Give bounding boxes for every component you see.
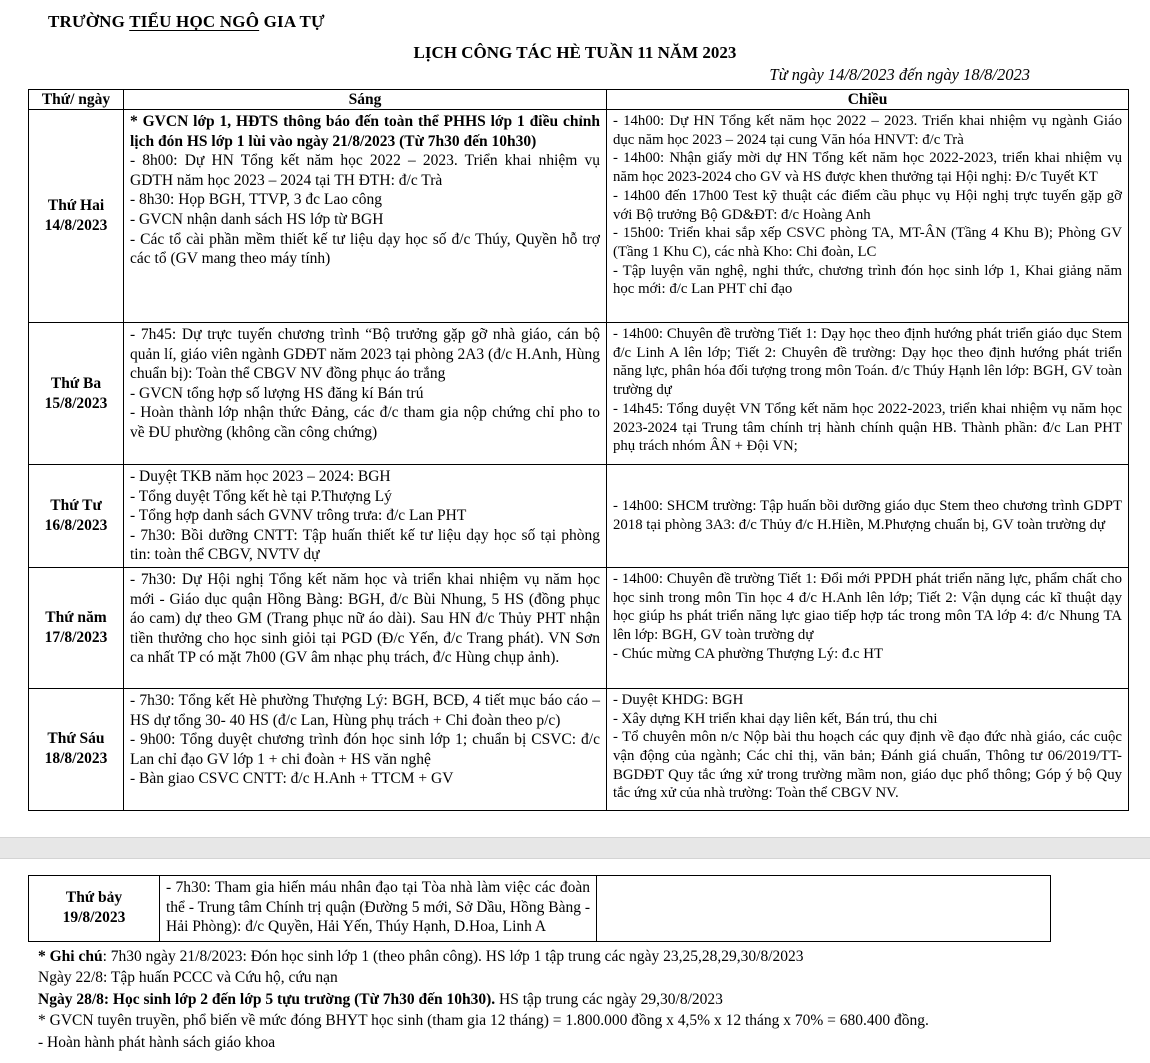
day-label: Thứ Sáu [47, 730, 105, 748]
schedule-paragraph: - Bàn giao CSVC CNTT: đ/c H.Anh + TTCM + GV [130, 770, 454, 788]
schedule-paragraph: - 14h45: Tổng duyệt VN Tổng kết năm học 2022-2023, triển khai nhiệm vụ năm học 2023-2024 tại Trung tâm chính trị hành chính quận HB. Thành phần: đ/c Lan PHT phụ trách nhóm ÂN + Đội VN; [613, 400, 1122, 455]
day-cell [29, 567, 124, 688]
page-title: LỊCH CÔNG TÁC HÈ TUẦN 11 NĂM 2023 [413, 43, 737, 62]
school-name [48, 12, 1150, 32]
schedule-paragraph: - Các tổ cài phần mềm thiết kế tư liệu dạy học số đ/c Thúy, Quyền hỗ trợ các tổ (GV mang theo máy tính) [130, 230, 600, 268]
schedule-paragraph: - Tập luyện văn nghệ, nghi thức, chương trình đón học sinh lớp 1, Khai giảng năm học mới: đ/c Lan PHT chỉ đạo [613, 262, 1122, 298]
note-segment: Ngày 28/8: Học sinh lớp 2 đến lớp 5 tựu trường (Từ 7h30 đến 10h30). [38, 990, 496, 1008]
schedule-paragraph: - 8h00: Dự HN Tổng kết năm học 2022 – 2023. Triển khai nhiệm vụ GDTH năm học 2023 – 2024 tại TH ĐTH: đ/c Trà [130, 152, 600, 189]
day-cell [29, 465, 124, 568]
schedule-paragraph: - 7h30: Bồi dưỡng CNTT: Tập huấn thiết kế tư liệu dạy học số tại phòng tin: toàn thể CBGV, NVTV dự [130, 526, 600, 564]
school-name-underlined: TIỂU HỌC NGÔ [129, 12, 260, 31]
schedule-paragraph: - Tổ chuyên môn n/c Nộp bài thu hoạch các quy định về đạo đức nhà giáo, các cuộc vận động của ngành; Các chỉ thị, văn bản; Đánh giá chuẩn, Thông tư 06/2019/TT-BGDĐT Quy tắc ứng xử trong trường mầm non, giáo dục phổ thông; Góp ý bộ Quy tắc ứng xử của nhà trường: Toàn thể CBGV NV. [613, 729, 1122, 802]
morning-cell [124, 688, 607, 810]
afternoon-cell [597, 875, 1051, 941]
schedule-row [29, 567, 1129, 688]
saturday-table [28, 875, 1051, 942]
schedule-row [29, 110, 1129, 323]
schedule-paragraph: - Hoàn thành lớp nhận thức Đảng, các đ/c tham gia nộp chứng chỉ pho to về ĐU phường (không cần công chứng) [130, 404, 600, 441]
day-label: Thứ Hai [47, 197, 105, 214]
day-label: Thứ Tư [50, 496, 102, 514]
afternoon-cell [607, 688, 1129, 810]
schedule-paragraph: - 8h30: Họp BGH, TTVP, 3 đc Lao công [130, 191, 382, 209]
morning-cell [124, 110, 607, 323]
day-cell [29, 323, 124, 465]
schedule-paragraph: - 15h00: Triển khai sắp xếp CSVC phòng TA, MT-ÂN (Tầng 4 Khu B); Phòng GV (Tầng 1 Khu C), các nhà Kho: Chi đoàn, LC [613, 225, 1122, 260]
schedule-paragraph: * GVCN lớp 1, HĐTS thông báo đến toàn thể PHHS lớp 1 điều chỉnh lịch đón HS lớp 1 lùi vào ngày 21/8/2023 (Từ 7h30 đến 10h30) [130, 113, 600, 150]
schedule-paragraph: - GVCN nhận danh sách HS lớp từ BGH [130, 210, 384, 228]
col-morning-header: Sáng [124, 90, 607, 110]
date-label: 16/8/2023 [44, 516, 108, 534]
schedule-paragraph: - 14h00: Nhận giấy mời dự HN Tổng kết năm học 2022-2023, triển khai nhiệm vụ năm học 2023-2024 cho GV và HS được khen thưởng tại Hội nghị: Đ/c Tuyết KT [613, 150, 1122, 186]
schedule-paragraph: - Duyệt KHDG: BGH [613, 691, 744, 708]
afternoon-cell [607, 567, 1129, 688]
day-cell [29, 110, 124, 323]
day-label: Thứ năm [45, 608, 107, 626]
schedule-paragraph: - GVCN tổng hợp số lượng HS đăng kí Bán trú [130, 384, 424, 402]
day-cell [29, 875, 160, 941]
schedule-paragraph: - 14h00: Dự HN Tổng kết năm học 2022 – 2023. Triển khai nhiệm vụ ngành Giáo dục năm học 2023 – 2024 tại cung Văn hóa HNVT: đ/c Trà [613, 113, 1122, 148]
school-name-suffix: GIA TỰ [259, 12, 325, 31]
date-label: 14/8/2023 [44, 217, 108, 234]
schedule-paragraph: - 14h00: Chuyên đề trường Tiết 1: Dạy học theo định hướng phát triển giáo dục Stem đ/c Linh A lên lớp; Tiết 2: Chuyên đề trường: Dạy học theo định hướng phát triển năng lực, phân hóa đối tượng trong môn Toán. đ/c Thúy Hạnh lên lớp: BGH, GV toàn trường dự [613, 326, 1122, 399]
schedule-header-row [29, 90, 1129, 110]
note-line [38, 946, 1150, 968]
afternoon-cell [607, 465, 1129, 568]
schedule-row [29, 465, 1129, 568]
date-label: 18/8/2023 [44, 750, 108, 768]
schedule-paragraph: - 7h30: Tham gia hiến máu nhân đạo tại Tòa nhà làm việc các đoàn thể - Trung tâm Chính trị quận (Đường 5 mới, Sở Dầu, Hồng Bàng - Hải Phòng): đ/c Quyền, Hải Yến, Thúy Hạnh, D.Hoa, Linh A [166, 878, 590, 936]
note-segment: : 7h30 ngày 21/8/2023: Đón học sinh lớp 1 (theo phân công). HS lớp 1 tập trung các ngày 23,25,28,29,30/8/2023 [102, 947, 804, 965]
morning-cell [160, 875, 597, 941]
schedule-paragraph: - 14h00 đến 17h00 Test kỹ thuật các điểm cầu phục vụ Hội nghị trực tuyến gặp gỡ với Bộ trưởng Bộ GD&ĐT: đ/c Hoàng Anh [613, 187, 1122, 223]
day-label: Thứ Ba [50, 374, 102, 392]
date-label: 17/8/2023 [44, 628, 108, 646]
schedule-table [28, 89, 1129, 811]
date-label: 15/8/2023 [44, 394, 108, 412]
note-segment: Ngày 22/8: Tập huấn PCCC và Cứu hộ, cứu nạn [38, 969, 338, 987]
col-day-header: Thứ/ ngày [29, 90, 124, 110]
schedule-paragraph: - 9h00: Tổng duyệt chương trình đón học sinh lớp 1; chuẩn bị CSVC: đ/c Lan chỉ đạo GV lớp 1 + chi đoàn + HS văn nghệ [130, 731, 600, 768]
morning-cell [124, 465, 607, 568]
notes [38, 946, 1150, 1054]
schedule-paragraph: - 7h30: Tổng kết Hè phường Thượng Lý: BGH, BCĐ, 4 tiết mục báo cáo – HS dự tổng 30- 40 HS (đ/c Lan, Hùng phụ trách + Chi đoàn theo p/c) [130, 691, 600, 729]
schedule-paragraph: - Duyệt TKB năm học 2023 – 2024: BGH [130, 468, 391, 485]
col-afternoon-header: Chiều [607, 90, 1129, 110]
morning-cell [124, 567, 607, 688]
day-cell [29, 688, 124, 810]
schedule-paragraph: - Tổng duyệt Tổng kết hè tại P.Thượng Lý [130, 487, 392, 505]
day-label: Thứ bảy [65, 889, 123, 907]
date-range-subtitle: Từ ngày 14/8/2023 đến ngày 18/8/2023 [769, 65, 1030, 84]
note-line [38, 989, 1150, 1011]
document-page [0, 12, 1150, 1053]
schedule-paragraph: - 7h30: Dự Hội nghị Tổng kết năm học và triển khai nhiệm vụ năm học mới - Giáo dục quận Hồng Bàng: BGH, đ/c Bùi Nhung, 5 HS (đồng phục áo cam) dự theo GM (Trang phục nữ áo dài). Sau HN đ/c Thủy PHT nhận tiền thưởng cho học sinh giỏi tại PGD (Đ/c Yến, đ/c Trang phát). VN Sơn ca nhất TP có mặt 7h00 (GV âm nhạc phụ trách, đ/c Hùng chụp ảnh). [130, 570, 600, 667]
schedule-row [29, 875, 1051, 941]
afternoon-cell [607, 110, 1129, 323]
schedule-row [29, 323, 1129, 465]
morning-cell [124, 323, 607, 465]
afternoon-cell [607, 323, 1129, 465]
note-line [38, 967, 1150, 989]
note-line [38, 1010, 1150, 1032]
schedule-paragraph: - 14h00: Chuyên đề trường Tiết 1: Đổi mới PPDH phát triển năng lực, phẩm chất cho học sinh trong môn Tin học 4 đ/c H.Anh lên lớp; Tiết 2: Vận dụng các kĩ thuật dạy học giúp hs phát triển năng lực giao tiếp hợp tác trong môn TA lớp 4: đ/c Nhung TA lên lớp: BGH, GV toàn trường dự [613, 570, 1122, 644]
date-label: 19/8/2023 [62, 909, 126, 927]
schedule-row [29, 688, 1129, 810]
school-name-prefix: TRƯỜNG [48, 12, 130, 31]
note-segment: * GVCN tuyên truyền, phổ biến về mức đóng BHYT học sinh (tham gia 12 tháng) = 1.800.000 đồng x 4,5% x 12 tháng x 70% = 680.400 đồng. [38, 1012, 929, 1030]
schedule-paragraph: - Chúc mừng CA phường Thượng Lý: đ.c HT [613, 645, 884, 662]
schedule-paragraph: - 7h45: Dự trực tuyến chương trình “Bộ trưởng gặp gỡ nhà giáo, cán bộ quản lí, giáo viên ngành GDĐT năm 2023 tại phòng 2A3 (đ/c H.Anh, Hùng chuẩn bị): Toàn thể CBGV NV đồng phục áo trắng [130, 326, 600, 383]
note-segment: - Hoàn hành phát hành sách giáo khoa [38, 1033, 276, 1051]
page-break-band [0, 837, 1150, 859]
schedule-paragraph: - Xây dựng KH triển khai dạy liên kết, Bán trú, thu chi [613, 710, 938, 727]
note-segment: * Ghi chú [38, 947, 103, 965]
schedule-paragraph: - 14h00: SHCM trường: Tập huấn bồi dưỡng giáo dục Stem theo chương trình GDPT 2018 tại phòng 3A3: đ/c Thủy đ/c H.Hiền, M.Phượng chuẩn bị, GV toàn trường dự [613, 498, 1122, 533]
note-segment: HS tập trung các ngày 29,30/8/2023 [495, 990, 723, 1008]
schedule-paragraph: - Tổng hợp danh sách GVNV trông trưa: đ/c Lan PHT [130, 507, 467, 525]
